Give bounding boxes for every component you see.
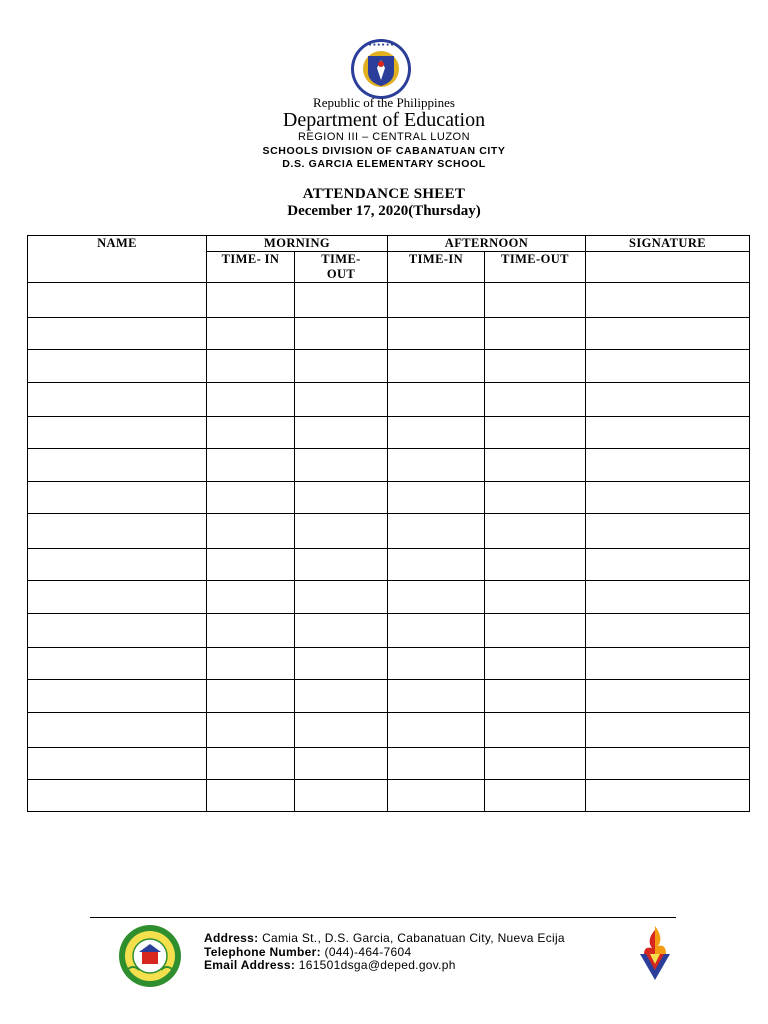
- table-cell[interactable]: [295, 748, 388, 780]
- table-cell[interactable]: [485, 318, 586, 350]
- table-cell[interactable]: [295, 713, 388, 748]
- table-cell[interactable]: [28, 482, 207, 514]
- division-line: SCHOOLS DIVISION OF CABANATUAN CITY: [262, 145, 506, 157]
- table-cell[interactable]: [388, 680, 485, 713]
- table-cell[interactable]: [586, 449, 750, 482]
- afternoon-time-out-header: TIME-OUT: [485, 252, 586, 283]
- table-row: [28, 383, 750, 417]
- table-cell[interactable]: [485, 581, 586, 614]
- email-value: 161501dsga@deped.gov.ph: [298, 958, 456, 972]
- table-cell[interactable]: [586, 482, 750, 514]
- table-cell[interactable]: [28, 449, 207, 482]
- table-cell[interactable]: [207, 482, 295, 514]
- table-cell[interactable]: [28, 780, 207, 812]
- table-cell[interactable]: [295, 482, 388, 514]
- table-cell[interactable]: [207, 581, 295, 614]
- sheet-title: ATTENDANCE SHEET: [302, 186, 466, 202]
- table-cell[interactable]: [28, 549, 207, 581]
- table-cell[interactable]: [586, 318, 750, 350]
- table-cell[interactable]: [485, 383, 586, 417]
- footer-divider: [90, 917, 676, 918]
- table-cell[interactable]: [586, 417, 750, 449]
- table-cell[interactable]: [485, 350, 586, 383]
- table-cell[interactable]: [388, 350, 485, 383]
- afternoon-time-in-header: TIME-IN: [388, 252, 485, 283]
- table-cell[interactable]: [295, 614, 388, 648]
- table-cell[interactable]: [295, 780, 388, 812]
- table-cell[interactable]: [485, 283, 586, 318]
- table-cell[interactable]: [28, 514, 207, 549]
- signature-subheader: [586, 252, 750, 283]
- table-cell[interactable]: [28, 383, 207, 417]
- table-cell[interactable]: [485, 417, 586, 449]
- table-cell[interactable]: [586, 283, 750, 318]
- table-row: [28, 549, 750, 581]
- table-cell[interactable]: [388, 514, 485, 549]
- col-signature-header: SIGNATURE: [586, 236, 750, 252]
- department-title: Department of Education: [282, 109, 486, 131]
- table-cell[interactable]: [586, 780, 750, 812]
- table-cell[interactable]: [295, 283, 388, 318]
- table-cell[interactable]: [586, 514, 750, 549]
- table-cell[interactable]: [207, 318, 295, 350]
- footer-address: [204, 931, 565, 945]
- table-row: [28, 780, 750, 812]
- table-cell[interactable]: [295, 514, 388, 549]
- table-cell[interactable]: [207, 780, 295, 812]
- table-cell[interactable]: [485, 514, 586, 549]
- table-row: [28, 680, 750, 713]
- table-cell[interactable]: [28, 614, 207, 648]
- col-name-header: NAME: [28, 236, 207, 283]
- table-cell[interactable]: [388, 417, 485, 449]
- table-cell[interactable]: [295, 318, 388, 350]
- table-cell[interactable]: [586, 648, 750, 680]
- table-cell[interactable]: [388, 449, 485, 482]
- table-cell[interactable]: [485, 648, 586, 680]
- region-line: REGION III – CENTRAL LUZON: [297, 131, 471, 143]
- table-row: [28, 318, 750, 350]
- table-cell[interactable]: [485, 482, 586, 514]
- table-cell[interactable]: [388, 549, 485, 581]
- address-label: Address:: [204, 931, 259, 945]
- table-row: [28, 283, 750, 318]
- table-row: [28, 482, 750, 514]
- table-cell[interactable]: [485, 680, 586, 713]
- table-cell[interactable]: [28, 713, 207, 748]
- table-row: [28, 614, 750, 648]
- morning-time-in-header: TIME- IN: [207, 252, 295, 283]
- table-cell[interactable]: [388, 581, 485, 614]
- table-cell[interactable]: [295, 417, 388, 449]
- table-cell[interactable]: [207, 514, 295, 549]
- phone-value: (044)-464-7604: [324, 945, 412, 959]
- table-cell[interactable]: [388, 482, 485, 514]
- table-cell[interactable]: [207, 614, 295, 648]
- table-cell[interactable]: [586, 713, 750, 748]
- table-cell[interactable]: [586, 680, 750, 713]
- table-cell[interactable]: [586, 748, 750, 780]
- table-cell[interactable]: [295, 383, 388, 417]
- table-cell[interactable]: [207, 283, 295, 318]
- table-cell[interactable]: [207, 680, 295, 713]
- table-cell[interactable]: [586, 614, 750, 648]
- table-row: [28, 648, 750, 680]
- svg-text:● ● ● ● ● ●: ● ● ● ● ● ●: [368, 42, 394, 48]
- table-cell[interactable]: [28, 417, 207, 449]
- table-cell[interactable]: [388, 614, 485, 648]
- table-cell[interactable]: [295, 449, 388, 482]
- table-cell[interactable]: [388, 648, 485, 680]
- table-cell[interactable]: [485, 748, 586, 780]
- republic-line: Republic of the Philippines: [313, 95, 455, 110]
- table-row: [28, 748, 750, 780]
- footer-email: [204, 958, 456, 972]
- table-cell[interactable]: [28, 680, 207, 713]
- table-cell[interactable]: [388, 713, 485, 748]
- table-cell[interactable]: [295, 581, 388, 614]
- table-cell[interactable]: [28, 318, 207, 350]
- table-cell[interactable]: [388, 383, 485, 417]
- table-cell[interactable]: [207, 648, 295, 680]
- attendance-table: [27, 235, 750, 812]
- table-cell[interactable]: [388, 283, 485, 318]
- table-cell[interactable]: [28, 283, 207, 318]
- table-cell[interactable]: [207, 713, 295, 748]
- table-cell[interactable]: [485, 780, 586, 812]
- col-afternoon-header: AFTERNOON: [388, 236, 586, 252]
- address-value: Camia St., D.S. Garcia, Cabanatuan City, Nueva Ecija: [262, 931, 565, 945]
- table-cell[interactable]: [586, 350, 750, 383]
- email-label: Email Address:: [204, 958, 296, 972]
- table-cell[interactable]: [388, 748, 485, 780]
- table-cell[interactable]: [586, 383, 750, 417]
- sheet-date: December 17, 2020(Thursday): [287, 203, 481, 219]
- table-cell[interactable]: [388, 780, 485, 812]
- table-row: [28, 581, 750, 614]
- table-cell[interactable]: [28, 581, 207, 614]
- table-row: [28, 449, 750, 482]
- table-cell[interactable]: [388, 318, 485, 350]
- table-cell[interactable]: [485, 713, 586, 748]
- col-morning-header: MORNING: [207, 236, 388, 252]
- table-cell[interactable]: [207, 449, 295, 482]
- table-cell[interactable]: [28, 648, 207, 680]
- table-cell[interactable]: [485, 614, 586, 648]
- phone-label: Telephone Number:: [204, 945, 321, 959]
- morning-time-out-header: TIME- OUT: [295, 252, 388, 283]
- table-cell[interactable]: [207, 417, 295, 449]
- table-cell[interactable]: [207, 748, 295, 780]
- table-row: [28, 713, 750, 748]
- deped-seal-icon: [344, 38, 418, 100]
- table-cell[interactable]: [586, 549, 750, 581]
- table-cell[interactable]: [295, 549, 388, 581]
- footer-phone: [204, 945, 411, 959]
- school-line: D.S. GARCIA ELEMENTARY SCHOOL: [282, 158, 486, 170]
- table-cell[interactable]: [207, 549, 295, 581]
- flame-logo-icon: [636, 924, 674, 982]
- table-cell[interactable]: [207, 350, 295, 383]
- table-cell[interactable]: [485, 449, 586, 482]
- table-cell[interactable]: [295, 350, 388, 383]
- table-cell[interactable]: [28, 350, 207, 383]
- school-logo-icon: [113, 924, 187, 988]
- table-row: [28, 417, 750, 449]
- attendance-rows: [28, 283, 750, 812]
- table-row: [28, 514, 750, 549]
- table-cell[interactable]: [207, 383, 295, 417]
- table-cell[interactable]: [28, 748, 207, 780]
- table-cell[interactable]: [485, 549, 586, 581]
- table-cell[interactable]: [295, 648, 388, 680]
- table-cell[interactable]: [295, 680, 388, 713]
- table-row: [28, 350, 750, 383]
- table-cell[interactable]: [586, 581, 750, 614]
